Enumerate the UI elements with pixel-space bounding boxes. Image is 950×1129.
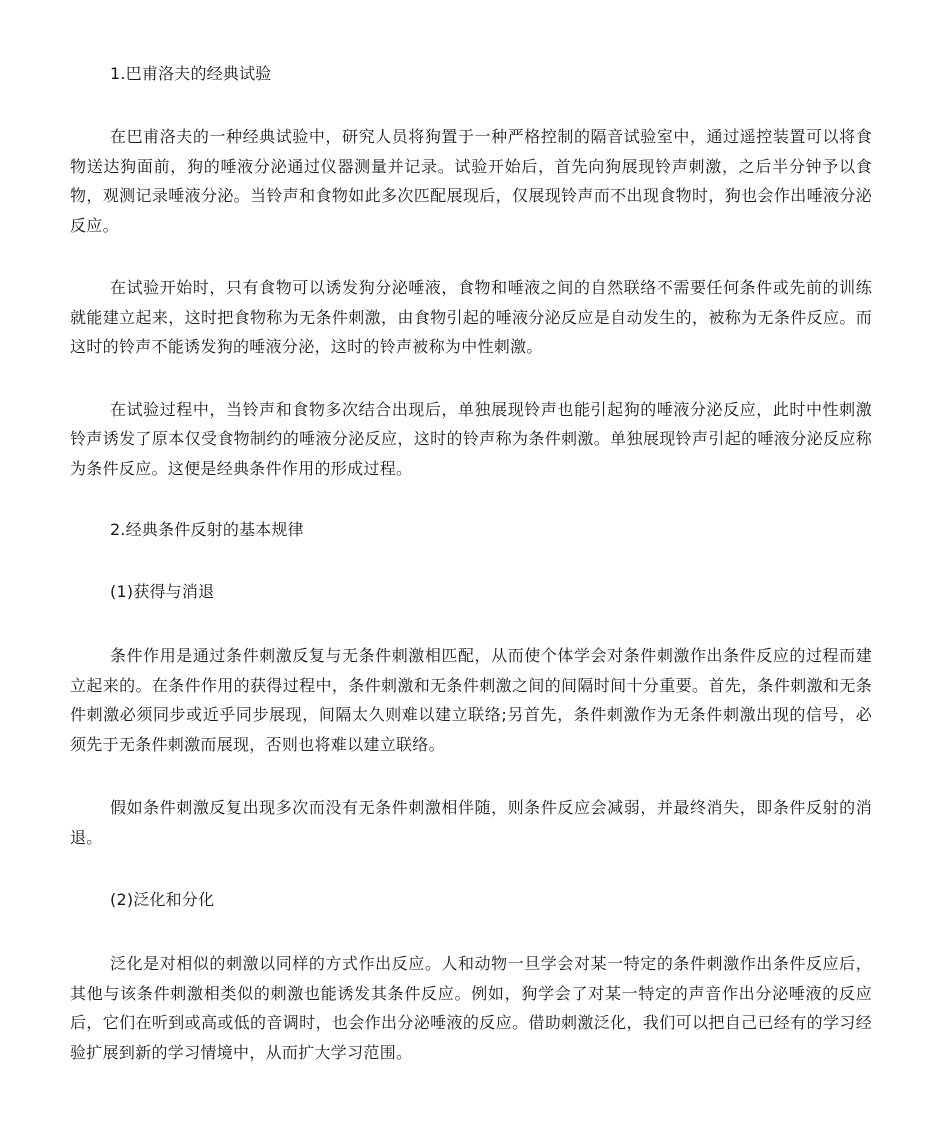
paragraph-extinction: 假如条件刺激反复出现多次而没有无条件刺激相伴随，则条件反应会减弱，并最终消失，即条件反射的消退。: [70, 798, 872, 847]
paragraph-generalization: 泛化是对相似的刺激以同样的方式作出反应。人和动物一旦学会对某一特定的条件刺激作出条件反应后，其他与该条件刺激相类似的刺激也能诱发其条件反应。例如，狗学会了对某一特定的声音作出分泌唾液的反应后，它们在听到或高或低的音调时，也会作出分泌唾液的反应。借助刺激泛化，我们可以把自己已经有的学习经验扩展到新的学习情境中，从而扩大学习范围。: [70, 954, 872, 1062]
section-heading-pavlov-experiment: 1.巴甫洛夫的经典试验: [110, 64, 272, 83]
subsection-heading-acquisition-extinction: (1)获得与消退: [110, 582, 215, 601]
section-heading-basic-laws: 2.经典条件反射的基本规律: [110, 520, 304, 539]
subsection-heading-generalization-discrimination: (2)泛化和分化: [110, 890, 215, 909]
paragraph-unconditioned-stimulus: 在试验开始时，只有食物可以诱发狗分泌唾液，食物和唾液之间的自然联络不需要任何条件或先前的训练就能建立起来，这时把食物称为无条件刺激，由食物引起的唾液分泌反应是自动发生的，被称为无条件反应。而这时的铃声不能诱发狗的唾液分泌，这时的铃声被称为中性刺激。: [70, 278, 872, 356]
paragraph-conditioned-stimulus: 在试验过程中，当铃声和食物多次结合出现后，单独展现铃声也能引起狗的唾液分泌反应，此时中性刺激铃声诱发了原本仅受食物制约的唾液分泌反应，这时的铃声称为条件刺激。单独展现铃声引起的唾液分泌反应称为条件反应。这便是经典条件作用的形成过程。: [70, 399, 872, 478]
paragraph-experiment-description: 在巴甫洛夫的一种经典试验中，研究人员将狗置于一种严格控制的隔音试验室中，通过遥控装置可以将食物送达狗面前，狗的唾液分泌通过仪器测量并记录。试验开始后，首先向狗展现铃声刺激，之后半分钟予以食物，观测记录唾液分泌。当铃声和食物如此多次匹配展现后，仅展现铃声而不出现食物时，狗也会作出唾液分泌反应。: [70, 127, 872, 235]
paragraph-acquisition: 条件作用是通过条件刺激反复与无条件刺激相匹配，从而使个体学会对条件刺激作出条件反应的过程而建立起来的。在条件作用的获得过程中，条件刺激和无条件刺激之间的间隔时间十分重要。首先，条件刺激和无条件刺激必须同步或近乎同步展现，间隔太久则难以建立联络;另首先，条件刺激作为无条件刺激出现的信号，必须先于无条件刺激而展现，否则也将难以建立联络。: [70, 646, 872, 754]
